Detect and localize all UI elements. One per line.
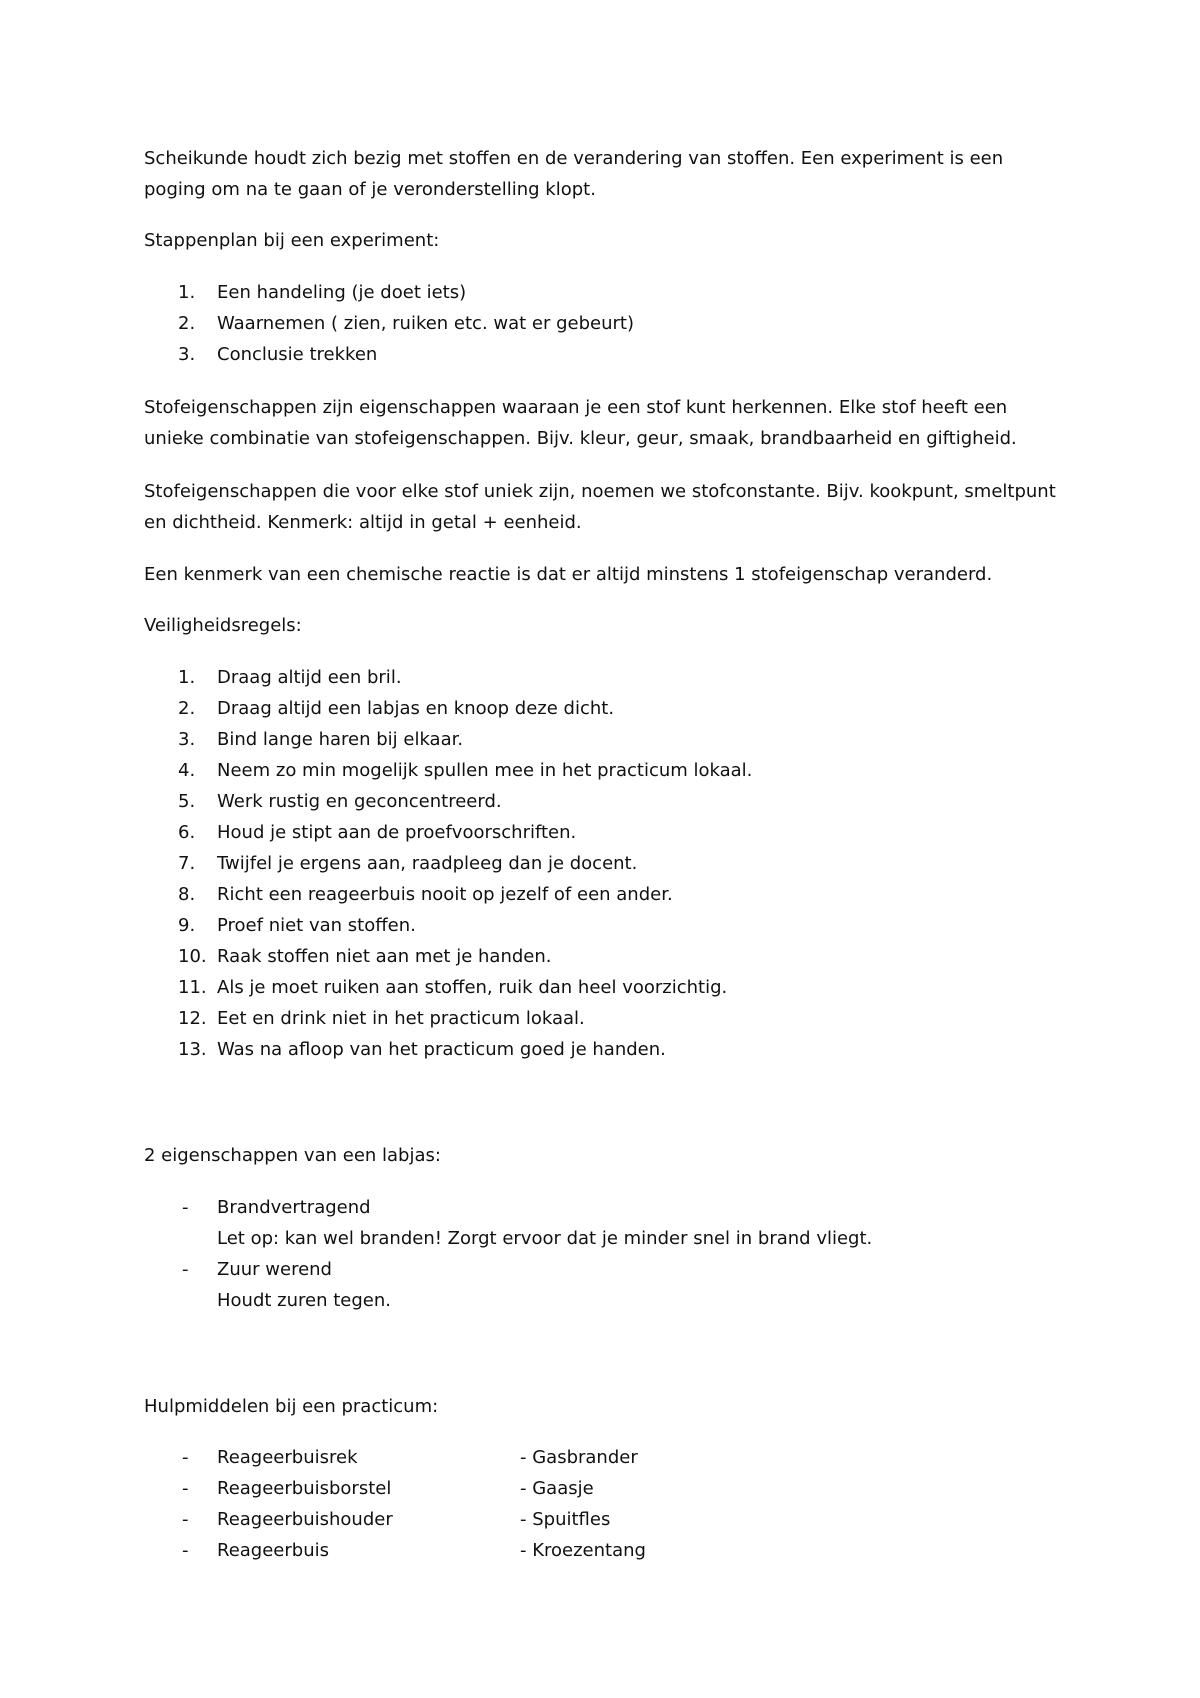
list-item: Richt een reageerbuis nooit op jezelf of een ander. — [217, 884, 673, 905]
list-number: 7. — [178, 853, 196, 874]
list-bullet: - — [182, 1540, 189, 1561]
list-bullet: - — [182, 1197, 189, 1218]
tool-item-right: - Gasbrander — [520, 1447, 638, 1468]
list-bullet: - — [182, 1478, 189, 1499]
list-item: Twijfel je ergens aan, raadpleeg dan je docent. — [217, 853, 638, 874]
tool-item-right: - Kroezentang — [520, 1540, 646, 1561]
list-number: 3. — [178, 344, 196, 365]
list-item: Een handeling (je doet iets) — [217, 282, 467, 303]
list-item: Raak stoffen niet aan met je handen. — [217, 946, 552, 967]
tool-item-left: Reageerbuishouder — [217, 1509, 393, 1530]
list-number: 8. — [178, 884, 196, 905]
list-number: 10. — [178, 946, 207, 967]
list-number: 1. — [178, 282, 196, 303]
list-number: 12. — [178, 1008, 207, 1029]
constants-paragraph: Stofeigenschappen die voor elke stof uniek zijn, noemen we stofconstante. Bijv. kookpunt, smeltpunt en dichtheid. Kenmerk: altijd in getal + eenheid. — [144, 481, 1056, 533]
list-number: 5. — [178, 791, 196, 812]
steps-heading: Stappenplan bij een experiment: — [144, 230, 440, 251]
tool-item-right: - Spuitfles — [520, 1509, 611, 1530]
properties-paragraph: Stofeigenschappen zijn eigenschappen waaraan je een stof kunt herkennen. Elke stof heeft een unieke combinatie van stofeigenschappen. Bijv. kleur, geur, smaak, brandbaarheid en giftigheid. — [144, 397, 1017, 449]
list-item: Neem zo min mogelijk spullen mee in het practicum lokaal. — [217, 760, 753, 781]
tool-item-left: Reageerbuisrek — [217, 1447, 358, 1468]
list-item: Bind lange haren bij elkaar. — [217, 729, 464, 750]
list-number: 1. — [178, 667, 196, 688]
list-bullet: - — [182, 1447, 189, 1468]
tools-heading: Hulpmiddelen bij een practicum: — [144, 1396, 439, 1417]
safety-heading: Veiligheidsregels: — [144, 615, 302, 636]
list-item: Was na afloop van het practicum goed je handen. — [217, 1039, 666, 1060]
list-item: Als je moet ruiken aan stoffen, ruik dan heel voorzichtig. — [217, 977, 728, 998]
tool-item-right: - Gaasje — [520, 1478, 594, 1499]
list-item-title: Brandvertragend — [217, 1197, 371, 1218]
tool-item-left: Reageerbuisborstel — [217, 1478, 392, 1499]
list-number: 11. — [178, 977, 207, 998]
list-number: 9. — [178, 915, 196, 936]
list-number: 6. — [178, 822, 196, 843]
list-item: Werk rustig en geconcentreerd. — [217, 791, 502, 812]
list-item-note: Let op: kan wel branden! Zorgt ervoor dat je minder snel in brand vliegt. — [217, 1228, 873, 1249]
list-item-note: Houdt zuren tegen. — [217, 1290, 391, 1311]
list-number: 2. — [178, 698, 196, 719]
list-number: 2. — [178, 313, 196, 334]
tool-item-left: Reageerbuis — [217, 1540, 329, 1561]
list-item: Waarnemen ( zien, ruiken etc. wat er gebeurt) — [217, 313, 635, 334]
reaction-paragraph: Een kenmerk van een chemische reactie is dat er altijd minstens 1 stofeigenschap veranderd. — [144, 564, 993, 585]
list-item: Conclusie trekken — [217, 344, 378, 365]
list-bullet: - — [182, 1509, 189, 1530]
labcoat-heading: 2 eigenschappen van een labjas: — [144, 1145, 441, 1166]
list-item: Draag altijd een bril. — [217, 667, 402, 688]
list-item: Eet en drink niet in het practicum lokaal. — [217, 1008, 585, 1029]
list-item: Draag altijd een labjas en knoop deze dicht. — [217, 698, 615, 719]
list-number: 4. — [178, 760, 196, 781]
list-number: 13. — [178, 1039, 207, 1060]
list-item: Houd je stipt aan de proefvoorschriften. — [217, 822, 577, 843]
intro-paragraph: Scheikunde houdt zich bezig met stoffen en de verandering van stoffen. Een experiment is een poging om na te gaan of je veronderstelling klopt. — [144, 148, 1004, 200]
list-item-title: Zuur werend — [217, 1259, 332, 1280]
list-item: Proef niet van stoffen. — [217, 915, 416, 936]
list-number: 3. — [178, 729, 196, 750]
list-bullet: - — [182, 1259, 189, 1280]
